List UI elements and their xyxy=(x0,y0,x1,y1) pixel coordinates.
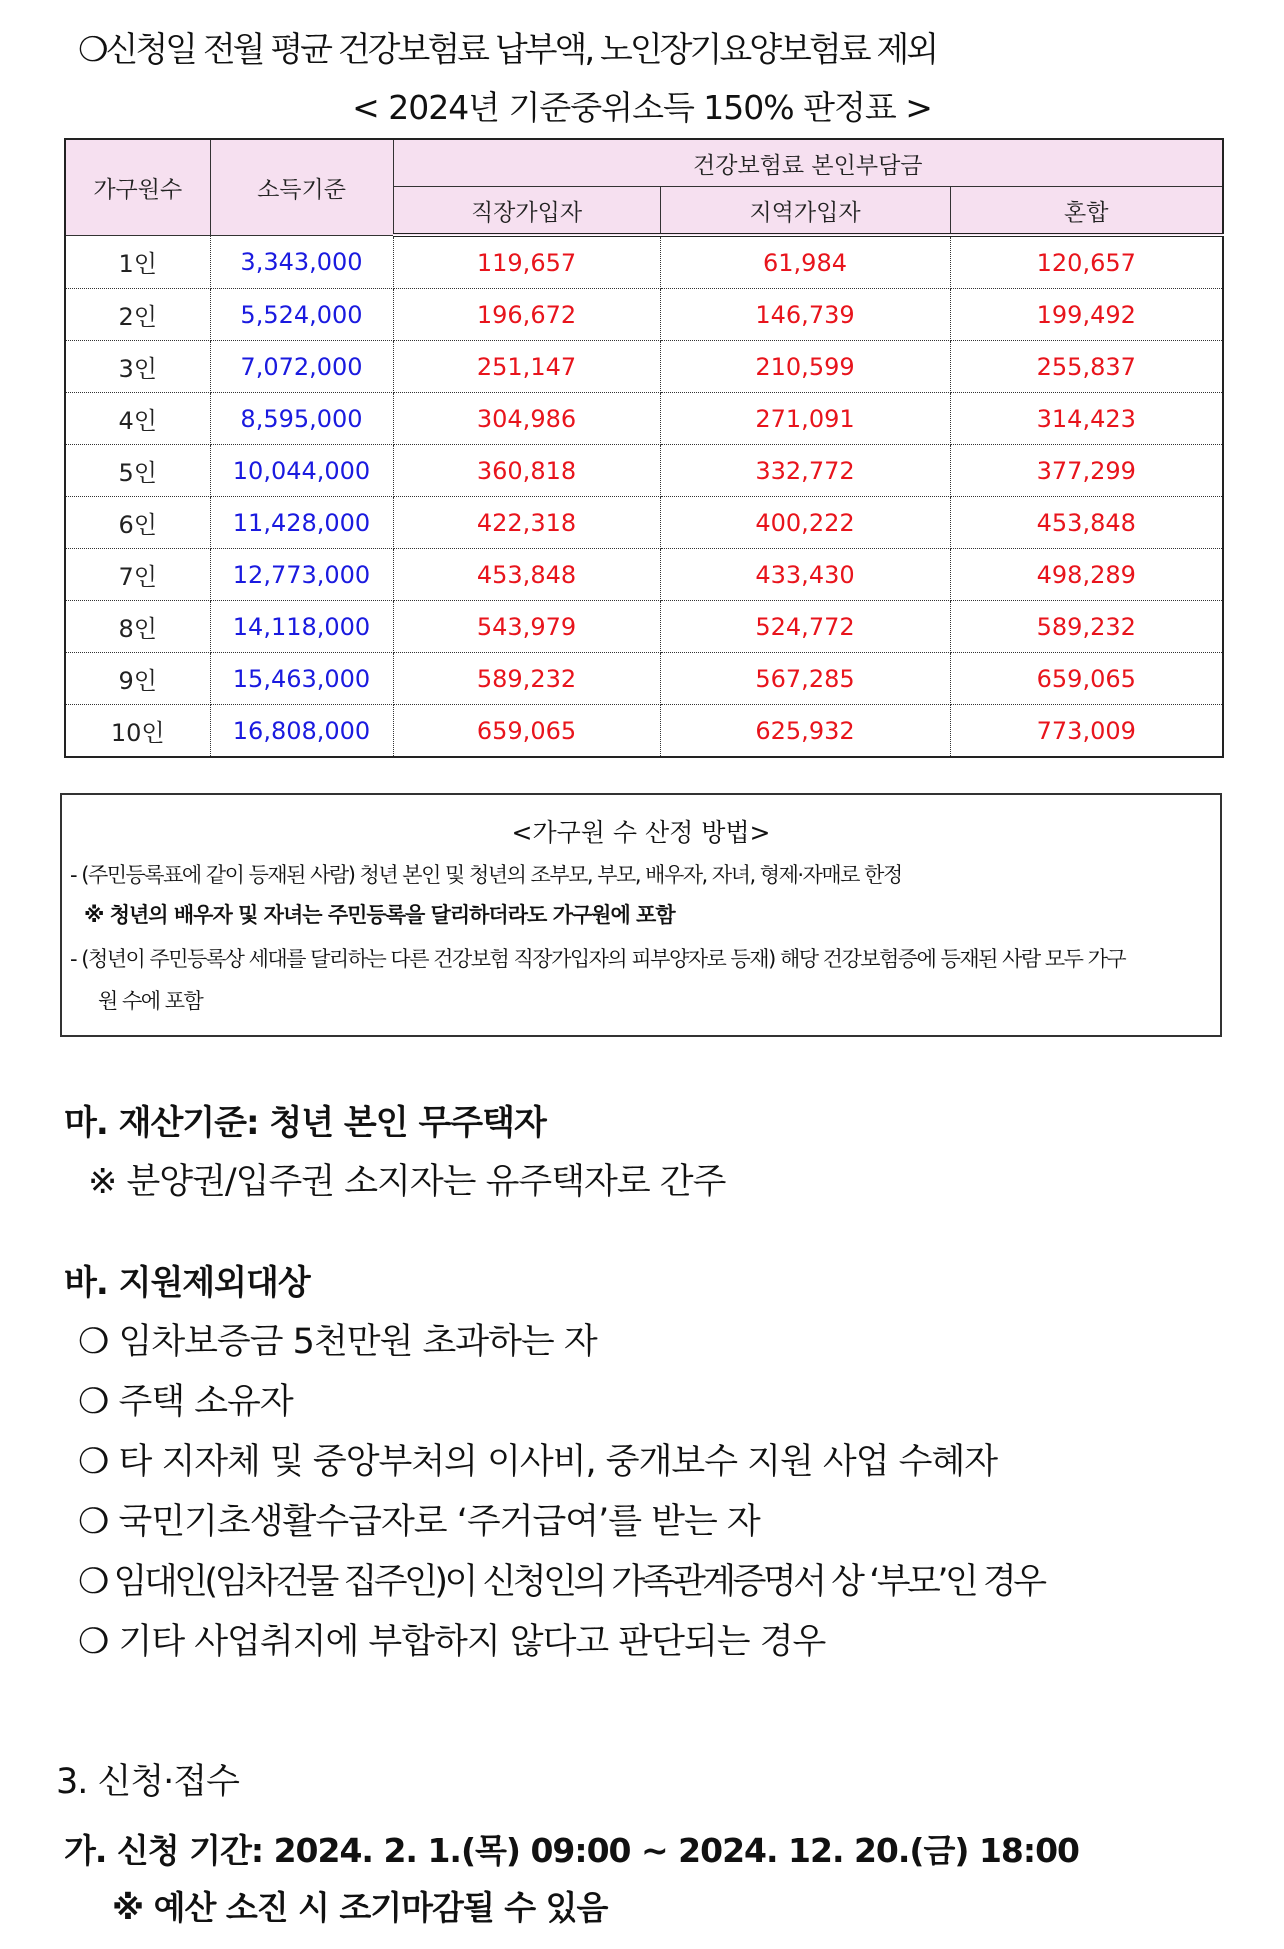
exclusion-item: ❍ 타 지자체 및 중앙부처의 이사비, 중개보수 지원 사업 수혜자 xyxy=(78,1442,998,1482)
regional-cell: 271,091 xyxy=(660,393,950,445)
header-regional: 지역가입자 xyxy=(660,187,950,236)
workplace-cell: 543,979 xyxy=(393,601,660,653)
mixed-cell: 659,065 xyxy=(950,653,1223,705)
header-household: 가구원수 xyxy=(65,139,210,235)
table-row xyxy=(65,289,1223,341)
household-cell: 3인 xyxy=(65,341,210,393)
regional-cell: 400,222 xyxy=(660,497,950,549)
regional-cell: 625,932 xyxy=(660,705,950,758)
mixed-cell: 773,009 xyxy=(950,705,1223,758)
regional-cell: 524,772 xyxy=(660,601,950,653)
mixed-cell: 498,289 xyxy=(950,549,1223,601)
method-note: ※ 청년의 배우자 및 자녀는 주민등록을 달리하더라도 가구원에 포함 xyxy=(84,903,675,927)
household-cell: 6인 xyxy=(65,497,210,549)
income-criteria-table xyxy=(64,138,1224,758)
workplace-cell: 659,065 xyxy=(393,705,660,758)
household-method-box xyxy=(60,793,1222,1037)
mixed-cell: 453,848 xyxy=(950,497,1223,549)
regional-cell: 146,739 xyxy=(660,289,950,341)
household-cell: 9인 xyxy=(65,653,210,705)
section-3-heading: 3. 신청·접수 xyxy=(56,1762,239,1802)
mixed-cell: 314,423 xyxy=(950,393,1223,445)
mixed-cell: 255,837 xyxy=(950,341,1223,393)
income-cell: 14,118,000 xyxy=(210,601,393,653)
income-cell: 7,072,000 xyxy=(210,341,393,393)
table-row xyxy=(65,653,1223,705)
exclusion-item: ❍ 기타 사업취지에 부합하지 않다고 판단되는 경우 xyxy=(78,1622,826,1662)
household-cell: 5인 xyxy=(65,445,210,497)
budget-note: ※ 예산 소진 시 조기마감될 수 있음 xyxy=(112,1888,608,1927)
income-cell: 3,343,000 xyxy=(210,235,393,289)
exclusion-item: ❍ 임차보증금 5천만원 초과하는 자 xyxy=(78,1322,597,1362)
income-cell: 11,428,000 xyxy=(210,497,393,549)
income-cell: 12,773,000 xyxy=(210,549,393,601)
regional-cell: 567,285 xyxy=(660,653,950,705)
workplace-cell: 589,232 xyxy=(393,653,660,705)
header-income: 소득기준 xyxy=(210,139,393,235)
method-line-4: 원 수에 포함 xyxy=(98,989,203,1013)
income-cell: 8,595,000 xyxy=(210,393,393,445)
regional-cell: 210,599 xyxy=(660,341,950,393)
workplace-cell: 360,818 xyxy=(393,445,660,497)
household-cell: 7인 xyxy=(65,549,210,601)
exclusion-item: ❍ 임대인(임차건물 집주인)이 신청인의 가족관계증명서 상 ‘부모’인 경우 xyxy=(78,1562,1044,1602)
method-line-1: - (주민등록표에 같이 등재된 사람) 청년 본인 및 청년의 조부모, 부모, 배우자, 자녀, 형제·자매로 한정 xyxy=(70,863,902,887)
regional-cell: 433,430 xyxy=(660,549,950,601)
table-row xyxy=(65,445,1223,497)
mixed-cell: 199,492 xyxy=(950,289,1223,341)
table-row xyxy=(65,601,1223,653)
table-title: < 2024년 기준중위소득 150% 판정표 > xyxy=(352,88,932,127)
table-row xyxy=(65,705,1223,758)
section-ma-title: 마. 재산기준: 청년 본인 무주택자 xyxy=(64,1103,546,1143)
workplace-cell: 453,848 xyxy=(393,549,660,601)
section-ma-note: ※ 분양권/입주권 소지자는 유주택자로 간주 xyxy=(88,1162,726,1202)
header-workplace: 직장가입자 xyxy=(393,187,660,236)
table-row xyxy=(65,497,1223,549)
table-row xyxy=(65,235,1223,289)
method-box-title: <가구원 수 산정 방법> xyxy=(511,818,771,847)
workplace-cell: 422,318 xyxy=(393,497,660,549)
household-cell: 2인 xyxy=(65,289,210,341)
table-row xyxy=(65,549,1223,601)
application-period: 가. 신청 기간: 2024. 2. 1.(목) 09:00 ~ 2024. 12. 20.(금) 18:00 xyxy=(64,1831,1079,1870)
header-premium-group: 건강보험료 본인부담금 xyxy=(393,139,1223,187)
income-cell: 16,808,000 xyxy=(210,705,393,758)
household-cell: 10인 xyxy=(65,705,210,758)
headline: ❍신청일 전월 평균 건강보험료 납부액, 노인장기요양보험료 제외 xyxy=(78,30,937,70)
workplace-cell: 119,657 xyxy=(393,235,660,289)
mixed-cell: 120,657 xyxy=(950,235,1223,289)
regional-cell: 332,772 xyxy=(660,445,950,497)
table-row xyxy=(65,393,1223,445)
workplace-cell: 304,986 xyxy=(393,393,660,445)
household-cell: 1인 xyxy=(65,235,210,289)
workplace-cell: 196,672 xyxy=(393,289,660,341)
method-line-3: - (청년이 주민등록상 세대를 달리하는 다른 건강보험 직장가입자의 피부양자로 등재) 해당 건강보험증에 등재된 사람 모두 가구 xyxy=(70,947,1126,971)
income-cell: 15,463,000 xyxy=(210,653,393,705)
section-ba-title: 바. 지원제외대상 xyxy=(64,1263,310,1303)
regional-cell: 61,984 xyxy=(660,235,950,289)
exclusion-item: ❍ 국민기초생활수급자로 ‘주거급여’를 받는 자 xyxy=(78,1502,760,1542)
household-cell: 8인 xyxy=(65,601,210,653)
workplace-cell: 251,147 xyxy=(393,341,660,393)
header-mixed: 혼합 xyxy=(950,187,1223,236)
table-row xyxy=(65,341,1223,393)
mixed-cell: 377,299 xyxy=(950,445,1223,497)
income-cell: 10,044,000 xyxy=(210,445,393,497)
household-cell: 4인 xyxy=(65,393,210,445)
income-cell: 5,524,000 xyxy=(210,289,393,341)
exclusion-item: ❍ 주택 소유자 xyxy=(78,1382,293,1422)
mixed-cell: 589,232 xyxy=(950,601,1223,653)
